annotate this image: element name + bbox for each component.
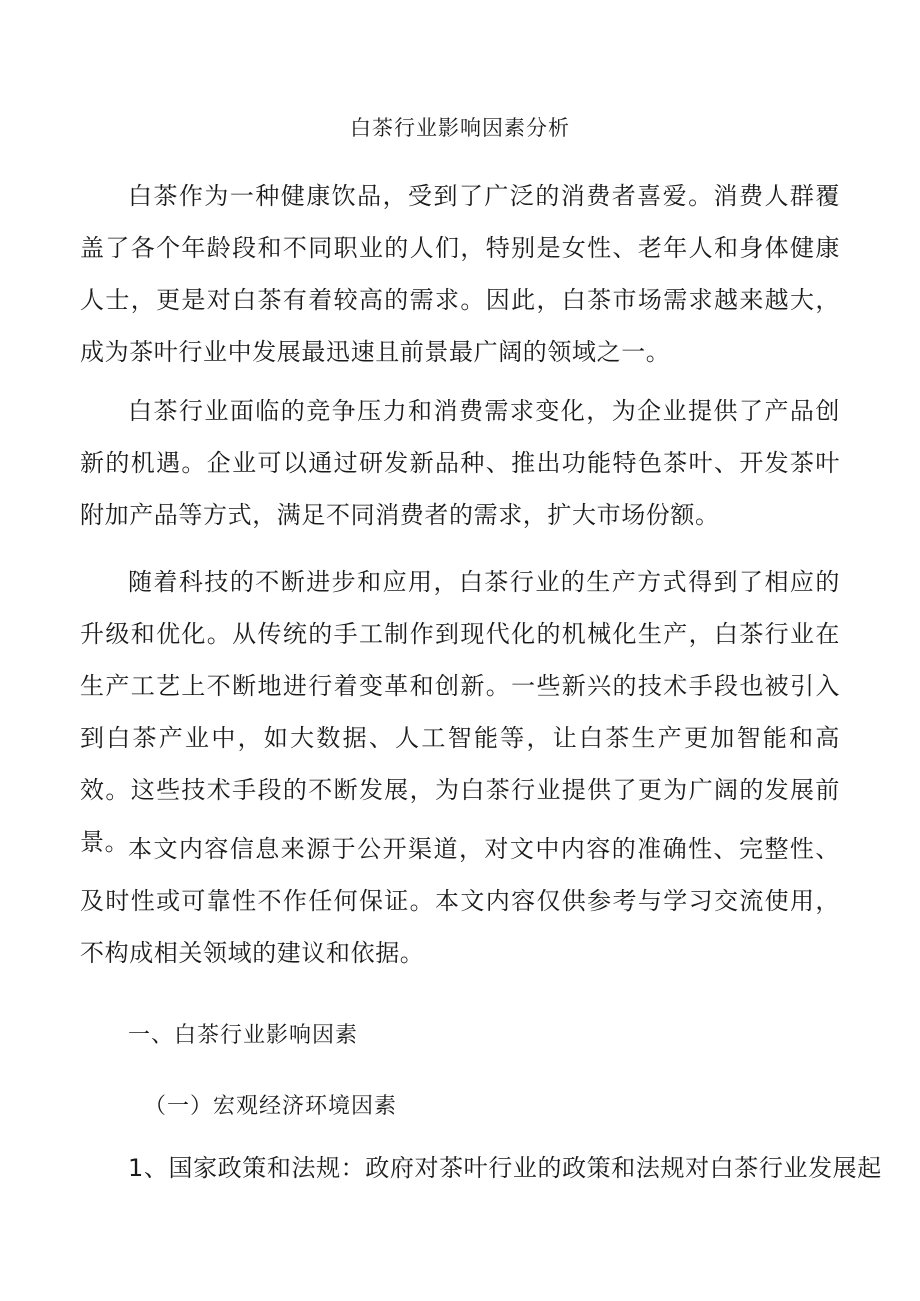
list-item-policy: 1、国家政策和法规：政府对茶叶行业的政策和法规对白茶行业发展起	[128, 1154, 882, 1182]
paragraph-product-innovation: 白茶行业面临的竞争压力和消费需求变化，为企业提供了产品创新的机遇。企业可以通过研发新品种、推出功能特色茶叶、开发茶叶附加产品等方式，满足不同消费者的需求，扩大市场份额。	[80, 397, 840, 529]
paragraph-consumer-demand: 白茶作为一种健康饮品，受到了广泛的消费者喜爱。消费人群覆盖了各个年龄段和不同职业的人们，特别是女性、老年人和身体健康人士，更是对白茶有着较高的需求。因此，白茶市场需求越来越大，成为茶叶行业中发展最迅速且前景最广阔的领域之一。	[80, 182, 840, 366]
document-title: 白茶行业影响因素分析	[350, 116, 570, 140]
paragraph-technology-progress: 随着科技的不断进步和应用，白茶行业的生产方式得到了相应的升级和优化。从传统的手工制作到现代化的机械化生产，白茶行业在生产工艺上不断地进行着变革和创新。一些新兴的技术手段也被引入到白茶产业中，如大数据、人工智能等，让白茶生产更加智能和高效。这些技术手段的不断发展，为白茶行业提供了更为广阔的发展前景。	[80, 568, 840, 856]
subsection-heading: （一）宏观经济环境因素	[144, 1094, 398, 1119]
section-heading: 一、白茶行业影响因素	[128, 1023, 359, 1048]
paragraph-disclaimer: 本文内容信息来源于公开渠道，对文中内容的准确性、完整性、及时性或可靠性不作任何保证。本文内容仅供参考与学习交流使用，不构成相关领域的建议和依据。	[80, 835, 840, 967]
